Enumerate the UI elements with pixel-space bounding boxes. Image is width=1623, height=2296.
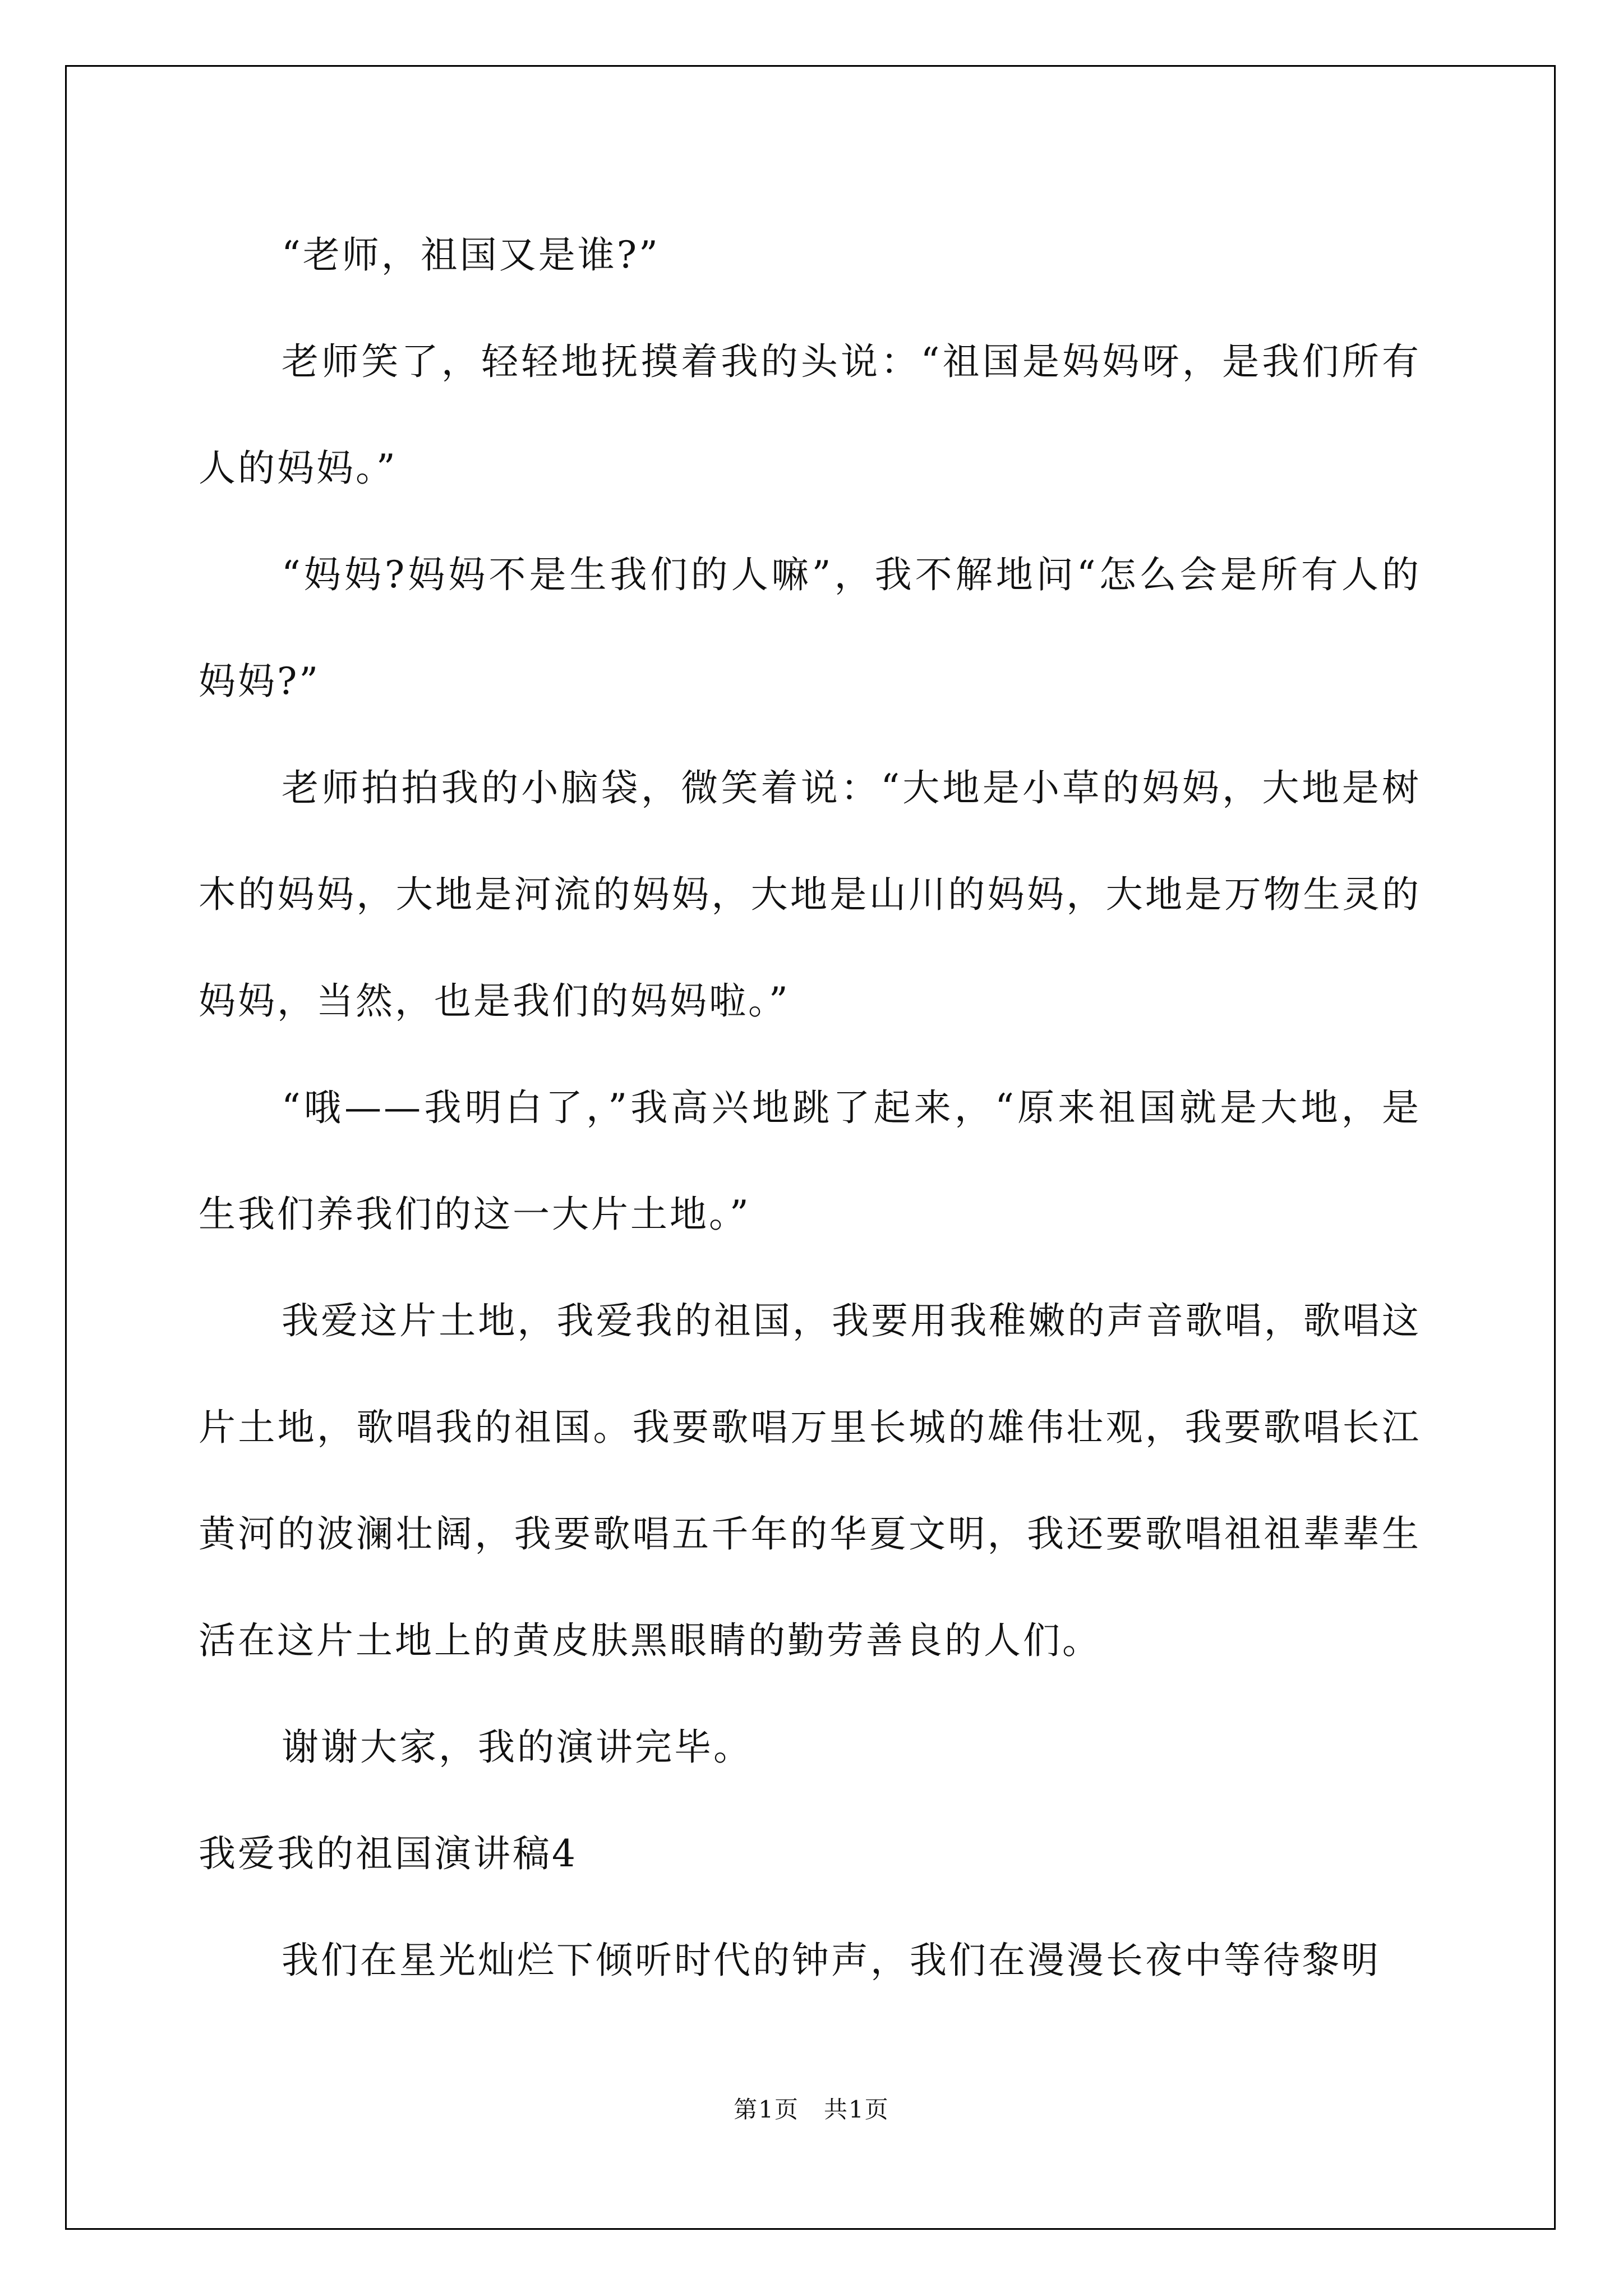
paragraph-3: “妈妈?妈妈不是生我们的人嘛”，我不解地问“怎么会是所有人的妈妈?”: [199, 553, 1421, 703]
page-footer: 第1页 共1页: [734, 2096, 889, 2123]
document-body: [199, 202, 1421, 2014]
section-heading: 我爱我的祖国演讲稿4: [199, 1832, 578, 1875]
paragraph-6: 我爱这片土地，我爱我的祖国，我要用我稚嫩的声音歌唱，歌唱这片土地，歌唱我的祖国。我要歌唱万里长城的雄伟壮观，我要歌唱长江黄河的波澜壮阔，我要歌唱五千年的华夏文明，我还要歌唱祖祖辈辈生活在这片土地上的黄皮肤黑眼睛的勤劳善良的人们。: [199, 1299, 1421, 1662]
paragraph-2: 老师笑了，轻轻地抚摸着我的头说：“祖国是妈妈呀，是我们所有人的妈妈。”: [199, 340, 1421, 490]
paragraph-4: 老师拍拍我的小脑袋，微笑着说：“大地是小草的妈妈，大地是树木的妈妈，大地是河流的妈妈，大地是山川的妈妈，大地是万物生灵的妈妈，当然，也是我们的妈妈啦。”: [199, 766, 1421, 1023]
paragraph-5: “哦——我明白了，”我高兴地跳了起来，“原来祖国就是大地，是生我们养我们的这一大片土地。”: [199, 1086, 1421, 1236]
paragraph-7: 谢谢大家，我的演讲完毕。: [282, 1726, 753, 1769]
paragraph-8: 我们在星光灿烂下倾听时代的钟声，我们在漫漫长夜中等待黎明: [282, 1939, 1381, 1982]
paragraph-1: “老师，祖国又是谁?”: [282, 233, 660, 277]
